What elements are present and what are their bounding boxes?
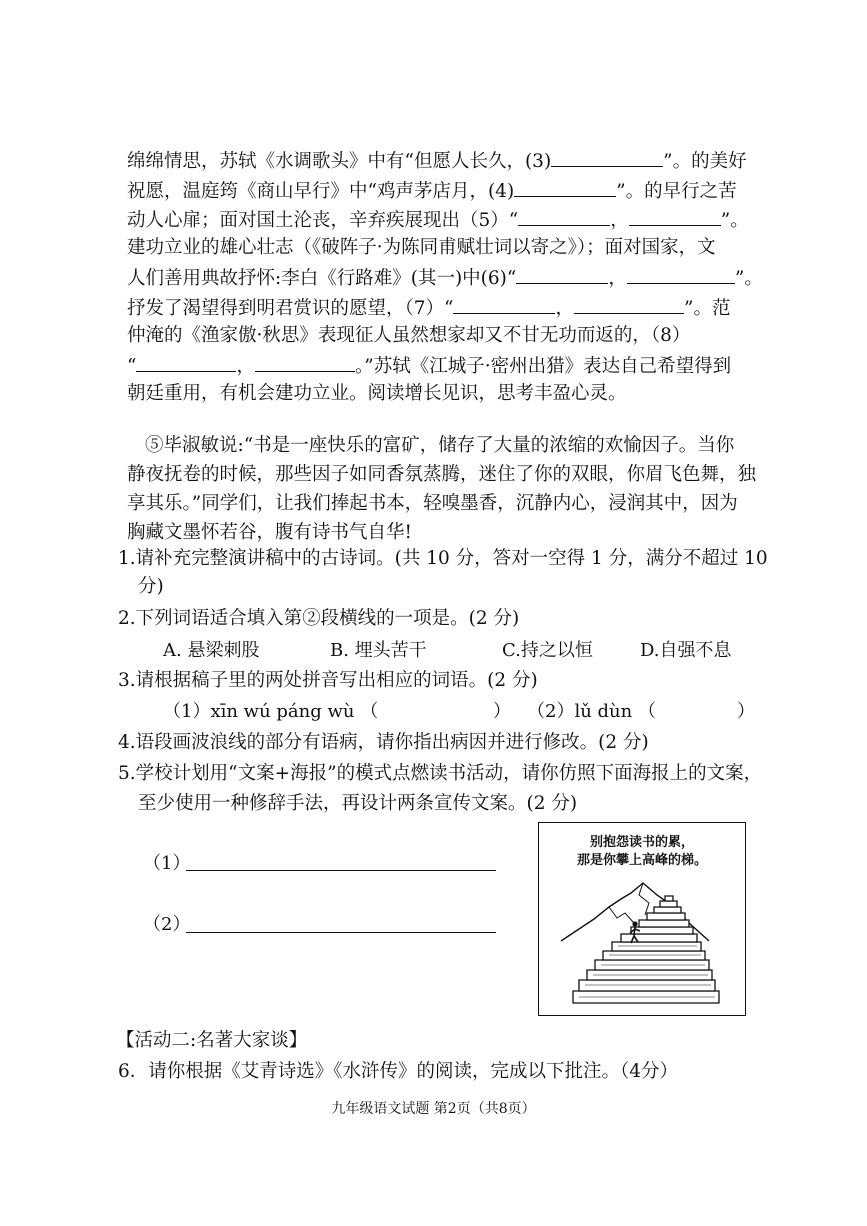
poster-line-1: 别抱怨读书的累， — [589, 835, 694, 850]
fill-blank-6b[interactable] — [627, 265, 735, 284]
question-3: 3.请根据稿子里的两处拼音写出相应的词语。(2 分) — [118, 670, 538, 691]
question-5: 5.学校计划用“文案+海报”的模式点燃读书活动，请你仿照下面海报上的文案， — [118, 763, 763, 784]
option-a[interactable]: A. 悬梁刺股 — [163, 640, 260, 661]
fill-blank-3[interactable] — [551, 148, 663, 167]
passage-line: 人们善用典故抒怀:李白《行路难》(其一)中(6)“ ， ”。 — [127, 265, 763, 291]
passage-line: 建功立业的雄心壮志（《破阵子·为陈同甫赋壮词以寄之》）；面对国家，文 — [127, 237, 716, 258]
fill-blank-4[interactable] — [514, 178, 616, 197]
answer-1-line[interactable] — [186, 870, 496, 871]
mountain-book-stairs-icon — [539, 823, 744, 1014]
fill-blank-6a[interactable] — [516, 265, 608, 284]
pinyin-2-answer[interactable] — [672, 700, 732, 724]
passage-line: 绵绵情思，苏轼《水调歌头》中有“但愿人长久，(3) ”。的美好 — [127, 148, 747, 174]
option-d[interactable]: D.自强不息 — [640, 640, 732, 661]
passage-line: “ ， 。”苏轼《江城子·密州出猎》表达自己希望得到 — [127, 353, 731, 379]
pinyin-2-close: ） — [737, 701, 755, 722]
passage-line: 享其乐。”同学们，让我们捧起书本，轻嗅墨香，沉静内心，浸润其中，因为 — [127, 493, 738, 514]
fill-blank-7a[interactable] — [453, 295, 555, 314]
activity-2-heading: 【活动二:名著大家谈】 — [116, 1030, 308, 1051]
passage-line: 朝廷重用，有机会建功立业。阅读增长见识，思考丰盈心灵。 — [127, 383, 627, 404]
passage-line: 仲淹的《渔家傲·秋思》表现征人虽然想家却又不甘无功而返的，（8） — [127, 325, 691, 346]
pinyin-2-label: （2）lǔ dùn （ — [527, 701, 656, 722]
fill-blank-5b[interactable] — [629, 207, 721, 226]
question-2: 2.下列词语适合填入第②段横线的一项是。(2 分) — [118, 608, 520, 629]
answer-2-line[interactable] — [186, 932, 496, 933]
passage-line: 抒发了渴望得到明君赏识的愿望，（7）“ ， ”。范 — [127, 295, 730, 321]
answer-2-label: （2） — [143, 914, 191, 935]
poster-line-2: 那是你攀上高峰的梯。 — [576, 853, 707, 868]
passage-line: 静夜抚卷的时候，那些因子如同香氛蒸腾，迷住了你的双眼，你眉飞色舞，独 — [127, 464, 757, 485]
fill-blank-7b[interactable] — [574, 295, 684, 314]
question-1-cont: 分) — [138, 576, 164, 597]
fill-blank-8b[interactable] — [255, 353, 355, 372]
answer-1-label: （1） — [143, 853, 191, 874]
question-5-cont: 至少使用一种修辞手法，再设计两条宣传文案。(2 分) — [138, 793, 578, 814]
passage-line: 胸藏文墨怀若谷，腹有诗书气自华! — [127, 522, 412, 543]
pinyin-1-answer[interactable] — [347, 700, 487, 724]
question-6: 6．请你根据《艾青诗选》《水浒传》的阅读，完成以下批注。（4分） — [118, 1061, 679, 1082]
page-footer: 九年级语文试题 第2页（共8页） — [331, 1101, 536, 1117]
passage-line: 祝愿，温庭筠《商山早行》中“鸡声茅店月，(4) ”。的早行之苦 — [127, 178, 737, 204]
passage-line: 动人心扉；面对国土沦丧，辛弃疾展现出（5）“ ， ”。 — [127, 207, 749, 233]
option-b[interactable]: B. 埋头苦干 — [330, 640, 427, 661]
poster-image — [538, 822, 746, 1016]
question-4: 4.语段画波浪线的部分有语病，请你指出病因并进行修改。(2 分) — [118, 732, 649, 753]
fill-blank-8a[interactable] — [136, 353, 236, 372]
passage-line: ⑤毕淑敏说:“书是一座快乐的富矿，储存了大量的浓缩的欢愉因子。当你 — [145, 435, 735, 456]
fill-blank-5a[interactable] — [518, 207, 610, 226]
pinyin-1-close: ） — [493, 701, 511, 722]
pinyin-1-label: （1）xīn wú páng wù （ — [163, 701, 379, 722]
option-c[interactable]: C.持之以恒 — [502, 640, 593, 661]
question-1: 1.请补充完整演讲稿中的古诗词。(共 10 分，答对一空得 1 分，满分不超过 10 — [118, 548, 768, 569]
